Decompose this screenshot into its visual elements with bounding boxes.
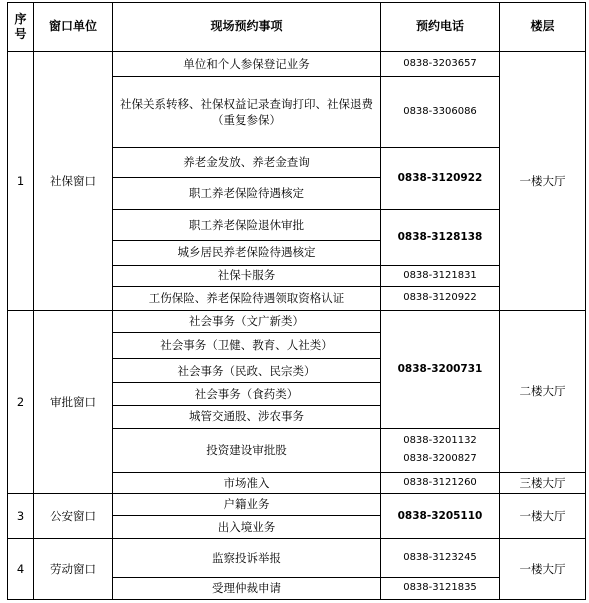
appointment-table: [7, 2, 586, 600]
header-seq: [8, 3, 34, 52]
group-2-phone-2: 0838-3201132: [403, 435, 477, 447]
group-2-phone-3: 0838-3200827: [403, 452, 477, 464]
group-4-item-2: 受理仲裁申请: [113, 577, 381, 599]
header-seq-line1: 序: [14, 11, 27, 26]
table-row: [8, 310, 586, 332]
group-1-phone-6: 0838-3120922: [381, 286, 500, 310]
group-3-unit: 公安窗口: [34, 494, 113, 539]
group-2-no: 2: [8, 310, 34, 493]
group-1-item-8: 工伤保险、养老保险待遇领取资格认证: [113, 286, 381, 310]
group-1-phone-5: 0838-3121831: [381, 265, 500, 286]
group-1-item-5: 职工养老保险退休审批: [113, 210, 381, 240]
header-phone: 预约电话: [381, 3, 500, 52]
group-3-item-1: 户籍业务: [113, 494, 381, 516]
group-1-item-3: 养老金发放、养老金查询: [113, 147, 381, 177]
group-2-phone-1: 0838-3200731: [381, 310, 500, 428]
table-row: [8, 52, 586, 77]
group-4-floor: 一楼大厅: [500, 539, 586, 600]
group-3-phone-1: 0838-3205110: [381, 494, 500, 539]
group-1-item-2: 社保关系转移、社保权益记录查询打印、社保退费（重复参保）: [113, 77, 381, 147]
group-1-item-4: 职工养老保险待遇核定: [113, 178, 381, 210]
group-2-floor-1: 二楼大厅: [500, 310, 586, 472]
group-2-unit: 审批窗口: [34, 310, 113, 493]
group-3-floor: 一楼大厅: [500, 494, 586, 539]
group-2-phone-stack: [381, 428, 500, 472]
group-4-no: 4: [8, 539, 34, 600]
group-1-item-7: 社保卡服务: [113, 265, 381, 286]
group-1-phone-3: 0838-3120922: [381, 147, 500, 209]
group-2-item-5: 城管交通股、涉农事务: [113, 405, 381, 428]
group-2-item-6: 投资建设审批股: [113, 428, 381, 472]
group-1-floor: 一楼大厅: [500, 52, 586, 311]
group-4-unit: 劳动窗口: [34, 539, 113, 600]
group-2-item-1: 社会事务（文广新类）: [113, 310, 381, 332]
group-1-no: 1: [8, 52, 34, 311]
group-4-item-1: 监察投诉举报: [113, 539, 381, 577]
header-item: 现场预约事项: [113, 3, 381, 52]
group-1-phone-2: 0838-3306086: [381, 77, 500, 147]
group-2-item-3: 社会事务（民政、民宗类）: [113, 359, 381, 383]
group-1-unit: 社保窗口: [34, 52, 113, 311]
header-row: [8, 3, 586, 52]
table-row: [8, 539, 586, 577]
group-2-floor-2: 三楼大厅: [500, 473, 586, 494]
group-1-phone-1: 0838-3203657: [381, 52, 500, 77]
header-seq-line2: 号: [14, 27, 27, 42]
group-4-phone-2: 0838-3121835: [381, 577, 500, 599]
table-row: [8, 494, 586, 516]
group-3-no: 3: [8, 494, 34, 539]
group-1-item-6: 城乡居民养老保险待遇核定: [113, 240, 381, 265]
group-3-item-2: 出入境业务: [113, 516, 381, 539]
group-2-item-7: 市场准入: [113, 473, 381, 494]
group-1-item-1: 单位和个人参保登记业务: [113, 52, 381, 77]
header-unit: 窗口单位: [34, 3, 113, 52]
group-2-item-4: 社会事务（食药类）: [113, 383, 381, 405]
group-2-item-2: 社会事务（卫健、教育、人社类）: [113, 333, 381, 359]
group-4-phone-1: 0838-3123245: [381, 539, 500, 577]
group-2-phone-4: 0838-3121260: [381, 473, 500, 494]
header-floor: 楼层: [500, 3, 586, 52]
group-1-phone-4: 0838-3128138: [381, 210, 500, 265]
